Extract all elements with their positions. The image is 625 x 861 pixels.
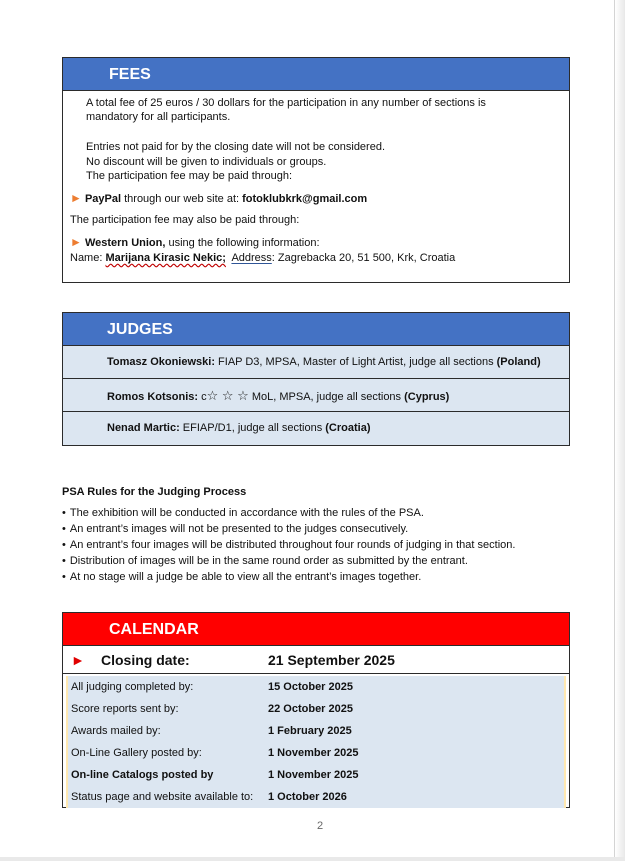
paypal-text: through our web site at: (121, 193, 243, 205)
closing-date-row (63, 646, 569, 674)
name-label: Name: (70, 252, 106, 264)
fees-header: FEES (63, 58, 569, 91)
judge-name: Romos Kotsonis: (107, 391, 199, 403)
star-icons: ☆ ☆ ☆ (206, 388, 249, 403)
judge-name: Tomasz Okoniewski: (107, 356, 215, 368)
judge-name: Nenad Martic: (107, 422, 180, 434)
judges-header: JUDGES (63, 313, 569, 346)
paypal-email[interactable]: fotoklubkrk@gmail.com (242, 193, 368, 205)
fees-line-3: Entries not paid for by the closing date will not be considered. (86, 141, 386, 153)
calendar-value: 1 February 2025 (268, 725, 352, 737)
arrow-right-icon: ► (70, 191, 82, 205)
psa-rules-title: PSA Rules for the Judging Process (62, 486, 247, 498)
judge-row (63, 346, 569, 379)
closing-date-value: 21 September 2025 (268, 652, 395, 668)
judge-details: FIAP D3, MPSA, Master of Light Artist, judge all sections (215, 356, 497, 368)
fees-section (62, 57, 570, 283)
calendar-label: Status page and website available to: (71, 791, 254, 803)
calendar-value: 1 October 2026 (268, 791, 347, 803)
list-item: • An entrant’s four images will be distributed throughout four rounds of judging in that section. (62, 537, 572, 553)
paypal-label: PayPal (84, 193, 122, 205)
calendar-value: 1 November 2025 (268, 747, 359, 759)
calendar-label: On-Line Gallery posted by: (71, 747, 202, 759)
western-union-text: using the following information: (165, 237, 320, 249)
western-union-line (70, 235, 320, 250)
calendar-table (66, 676, 566, 808)
judge-country: (Poland) (496, 356, 541, 368)
calendar-header: CALENDAR (63, 613, 569, 646)
table-row (68, 676, 564, 698)
table-row (68, 786, 564, 808)
list-item: • At no stage will a judge be able to view all the entrant’s images together. (62, 569, 572, 585)
calendar-value: 15 October 2025 (268, 681, 353, 693)
table-row (68, 764, 564, 786)
table-row (68, 720, 564, 742)
page-bottom-shadow (0, 857, 625, 861)
table-row (68, 742, 564, 764)
list-item: • The exhibition will be conducted in accordance with the rules of the PSA. (62, 505, 572, 521)
arrow-right-icon: ► (71, 652, 85, 668)
page-number: 2 (316, 820, 324, 832)
fees-line-2: mandatory for all participants. (86, 111, 231, 123)
fees-line-4: No discount will be given to individuals or groups. (86, 156, 327, 168)
western-union-label: Western Union, (84, 237, 166, 249)
address-label: Address (231, 252, 272, 264)
judge-prefix: c (198, 391, 207, 403)
closing-date-label: Closing date: (101, 652, 190, 668)
name-address-line (70, 251, 455, 265)
calendar-value: 22 October 2025 (268, 703, 353, 715)
judge-details: MoL, MPSA, judge all sections (248, 391, 405, 403)
page-edge-shadow (614, 0, 625, 861)
judges-section (62, 312, 570, 446)
calendar-label: On-line Catalogs posted by (71, 769, 214, 781)
psa-rules-section (62, 484, 572, 585)
name-value: Marijana Kirasic Nekic; (105, 252, 226, 264)
judge-row (63, 412, 569, 445)
calendar-value: 1 November 2025 (268, 769, 359, 781)
calendar-section (62, 612, 570, 808)
table-row (68, 698, 564, 720)
arrow-right-icon: ► (70, 235, 82, 249)
judge-country: (Cyprus) (404, 391, 450, 403)
judge-details: EFIAP/D1, judge all sections (179, 422, 326, 434)
paypal-line (70, 191, 367, 206)
fees-line-5: The participation fee may be paid through: (86, 170, 293, 182)
calendar-label: All judging completed by: (71, 681, 194, 693)
fees-also-line: The participation fee may also be paid through: (70, 214, 300, 226)
list-item: • An entrant’s images will not be presented to the judges consecutively. (62, 521, 572, 537)
calendar-label: Score reports sent by: (71, 703, 179, 715)
address-value: : Zagrebacka 20, 51 500, Krk, Croatia (271, 252, 456, 264)
fees-line-1: A total fee of 25 euros / 30 dollars for the participation in any number of sections is (86, 97, 486, 109)
judge-country: (Croatia) (325, 422, 371, 434)
psa-rules-list (62, 505, 572, 585)
list-item: • Distribution of images will be in the same round order as submitted by the entrant. (62, 553, 572, 569)
calendar-label: Awards mailed by: (71, 725, 161, 737)
judge-row (63, 379, 569, 412)
